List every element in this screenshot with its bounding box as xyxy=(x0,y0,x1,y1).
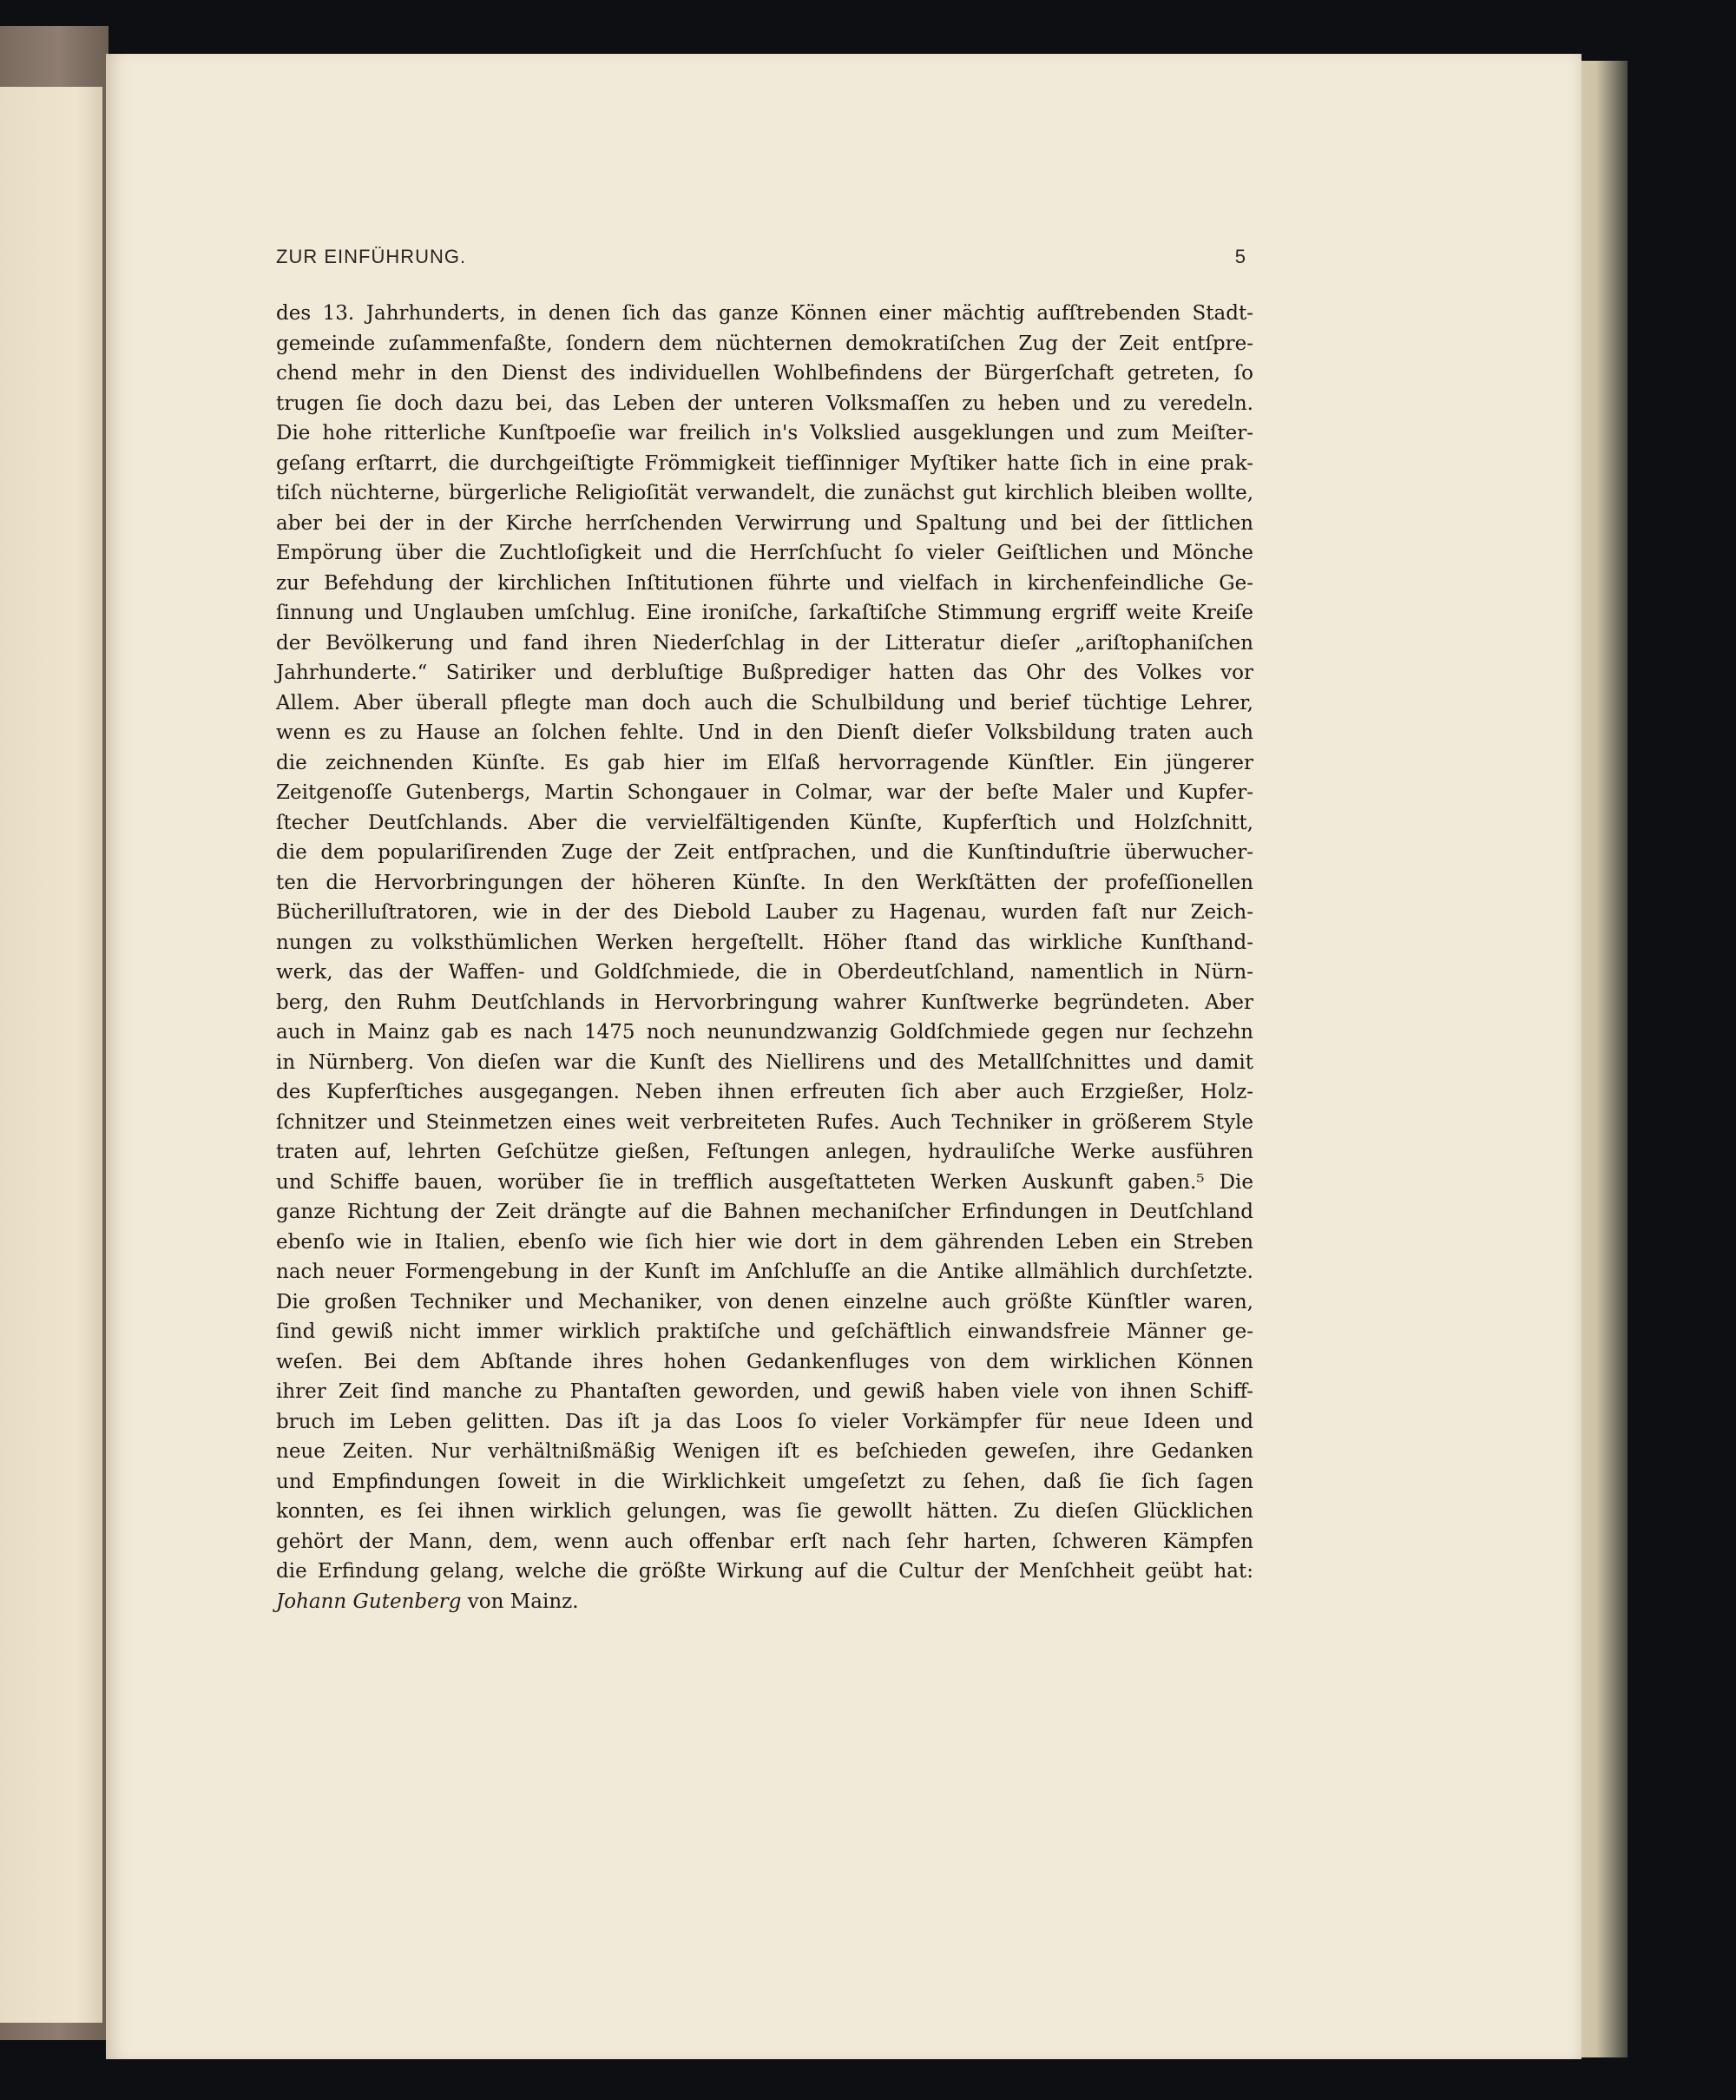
text-line: aber bei der in der Kirche herrſchenden Verwirrung und Spaltung und bei der ſittlichen xyxy=(276,511,1253,535)
text-line: ſind gewiß nicht immer wirklich praktiſche und geſchäftlich einwandsfreie Männer ge- xyxy=(276,1320,1253,1343)
text-line: trugen ſie doch dazu bei, das Leben der unteren Volksmaſſen zu heben und zu veredeln. xyxy=(276,392,1253,415)
text-line: ſchnitzer und Steinmetzen eines weit verbreiteten Rufes. Auch Techniker in größerem Style xyxy=(276,1110,1253,1134)
text-line: in Nürnberg. Von dieſen war die Kunſt des Niellirens und des Metallſchnittes und damit xyxy=(276,1050,1253,1074)
body-text xyxy=(276,299,1253,1616)
text-line: die dem populariſirenden Zuge der Zeit entſprachen, und die Kunſtinduſtrie überwucher- xyxy=(276,841,1253,864)
text-line: traten auf, lehrten Geſchütze gießen, Feſtungen anlegen, hydrauliſche Werke ausführen xyxy=(276,1141,1253,1163)
text-line: Empörung über die Zuchtloſigkeit und die Herrſchſucht ſo vieler Geiſtlichen und Mönche xyxy=(276,542,1253,564)
text-line: zur Befehdung der kirchlichen Inſtitutionen führte und vielfach in kirchenfeindliche Ge- xyxy=(276,571,1253,595)
text-line: nungen zu volksthümlichen Werken hergeſtellt. Höher ſtand das wirkliche Kunſthand- xyxy=(276,931,1253,954)
text-line: ganze Richtung der Zeit drängte auf die Bahnen mechaniſcher Erfindungen in Deutſchland xyxy=(276,1201,1253,1223)
text-line: nach neuer Formengebung in der Kunſt im Anſchluſſe an die Antike allmählich durchſetzte. xyxy=(276,1261,1253,1283)
left-page-edge xyxy=(0,87,102,2023)
final-text-line xyxy=(276,1587,1253,1617)
text-line: weſen. Bei dem Abſtande ihres hohen Gedankenfluges von dem wirklichen Können xyxy=(276,1350,1253,1373)
text-line: auch in Mainz gab es nach 1475 noch neunundzwanzig Goldſchmiede gegen nur ſechzehn xyxy=(276,1021,1253,1043)
text-line: konnten, es ſei ihnen wirklich gelungen, was ſie gewollt hätten. Zu dieſen Glücklichen xyxy=(276,1500,1253,1523)
final-line-rest: von Mainz. xyxy=(461,1590,579,1613)
text-line: gemeinde zuſammenfaßte, ſondern dem nüchternen demokratiſchen Zug der Zeit entſpre- xyxy=(276,332,1253,355)
text-line: geſang erſtarrt, die durchgeiſtigte Frömmigkeit tiefſinniger Myſtiker hatte ſich in eine prak- xyxy=(276,451,1253,475)
text-line: ſtecher Deutſchlands. Aber die vervielfältigenden Künſte, Kupferſtich und Holzſchnitt, xyxy=(276,811,1253,834)
text-line: Zeitgenoſſe Gutenbergs, Martin Schongauer in Colmar, war der beſte Maler und Kupfer- xyxy=(276,781,1253,804)
text-line: und Schiffe bauen, worüber ſie in trefflich ausgeſtatteten Werken Auskunft gaben.⁵ Die xyxy=(276,1170,1253,1194)
text-line: ebenſo wie in Italien, ebenſo wie ſich hier wie dort in dem gährenden Leben ein Streben xyxy=(276,1230,1253,1254)
page-number: 5 xyxy=(1234,246,1246,267)
running-head: ZUR EINFÜHRUNG. xyxy=(276,246,467,267)
author-name: Johann Gutenberg xyxy=(276,1590,462,1613)
text-line: werk, das der Waffen- und Goldſchmiede, die in Oberdeutſchland, namentlich in Nürn- xyxy=(276,961,1253,984)
text-line: des Kupferſtiches ausgegangen. Neben ihnen erfreuten ſich aber auch Erzgießer, Holz- xyxy=(276,1081,1253,1103)
page-header xyxy=(276,246,1253,280)
text-line: ten die Hervorbringungen der höheren Künſte. In den Werkſtätten der profeſſionellen xyxy=(276,871,1253,894)
text-line: die Erfindung gelang, welche die größte Wirkung auf die Cultur der Menſchheit geübt hat: xyxy=(276,1560,1253,1583)
text-line: chend mehr in den Dienst des individuellen Wohlbefindens der Bürgerſchaft getreten, ſo xyxy=(276,362,1253,385)
text-line: gehört der Mann, dem, wenn auch offenbar erſt nach ſehr harten, ſchweren Kämpfen xyxy=(276,1530,1253,1553)
text-line: bruch im Leben gelitten. Das iſt ja das Loos ſo vieler Vorkämpfer für neue Ideen und xyxy=(276,1410,1253,1433)
text-line: ihrer Zeit ſind manche zu Phantaſten geworden, und gewiß haben viele von ihnen Schiff- xyxy=(276,1380,1253,1403)
text-line: die zeichnenden Künſte. Es gab hier im Elſaß hervorragende Künſtler. Ein jüngerer xyxy=(276,751,1253,774)
text-line: wenn es zu Hause an ſolchen fehlte. Und in den Dienſt dieſer Volksbildung traten auch xyxy=(276,721,1253,744)
text-line: Die großen Techniker und Mechaniker, von denen einzelne auch größte Künſtler waren, xyxy=(276,1290,1253,1313)
text-line: neue Zeiten. Nur verhältnißmäßig Wenigen iſt es beſchieden geweſen, ihre Gedanken xyxy=(276,1440,1253,1463)
text-line: Jahrhunderte.“ Satiriker und derbluſtige Bußprediger hatten das Ohr des Volkes vor xyxy=(276,662,1253,684)
text-line: Bücherilluſtratoren, wie in der des Diebold Lauber zu Hagenau, wurden faſt nur Zeich- xyxy=(276,901,1253,924)
text-line: und Empfindungen ſoweit in die Wirklichkeit umgeſetzt zu ſehen, daß ſie ſich ſagen xyxy=(276,1470,1253,1493)
text-line: des 13. Jahrhunderts, in denen ſich das ganze Können einer mächtig aufſtrebenden Stadt- xyxy=(276,302,1253,325)
text-line: ſinnung und Unglauben umſchlug. Eine ironiſche, ſarkaſtiſche Stimmung ergriff weite Kreiſe xyxy=(276,602,1253,624)
text-line: Die hohe ritterliche Kunſtpoeſie war freilich in's Volkslied ausgeklungen und zum Meiſter- xyxy=(276,422,1253,444)
text-line: der Bevölkerung und fand ihren Niederſchlag in der Litteratur dieſer „ariſtophaniſchen xyxy=(276,631,1253,655)
text-line: tiſch nüchterne, bürgerliche Religioſität verwandelt, die zunächst gut kirchlich bleiben wollte, xyxy=(276,482,1253,504)
text-line: berg, den Ruhm Deutſchlands in Hervorbringung wahrer Kunſtwerke begründeten. Aber xyxy=(276,991,1253,1014)
text-line: Allem. Aber überall pflegte man doch auch die Schulbildung und berief tüchtige Lehrer, xyxy=(276,691,1253,714)
